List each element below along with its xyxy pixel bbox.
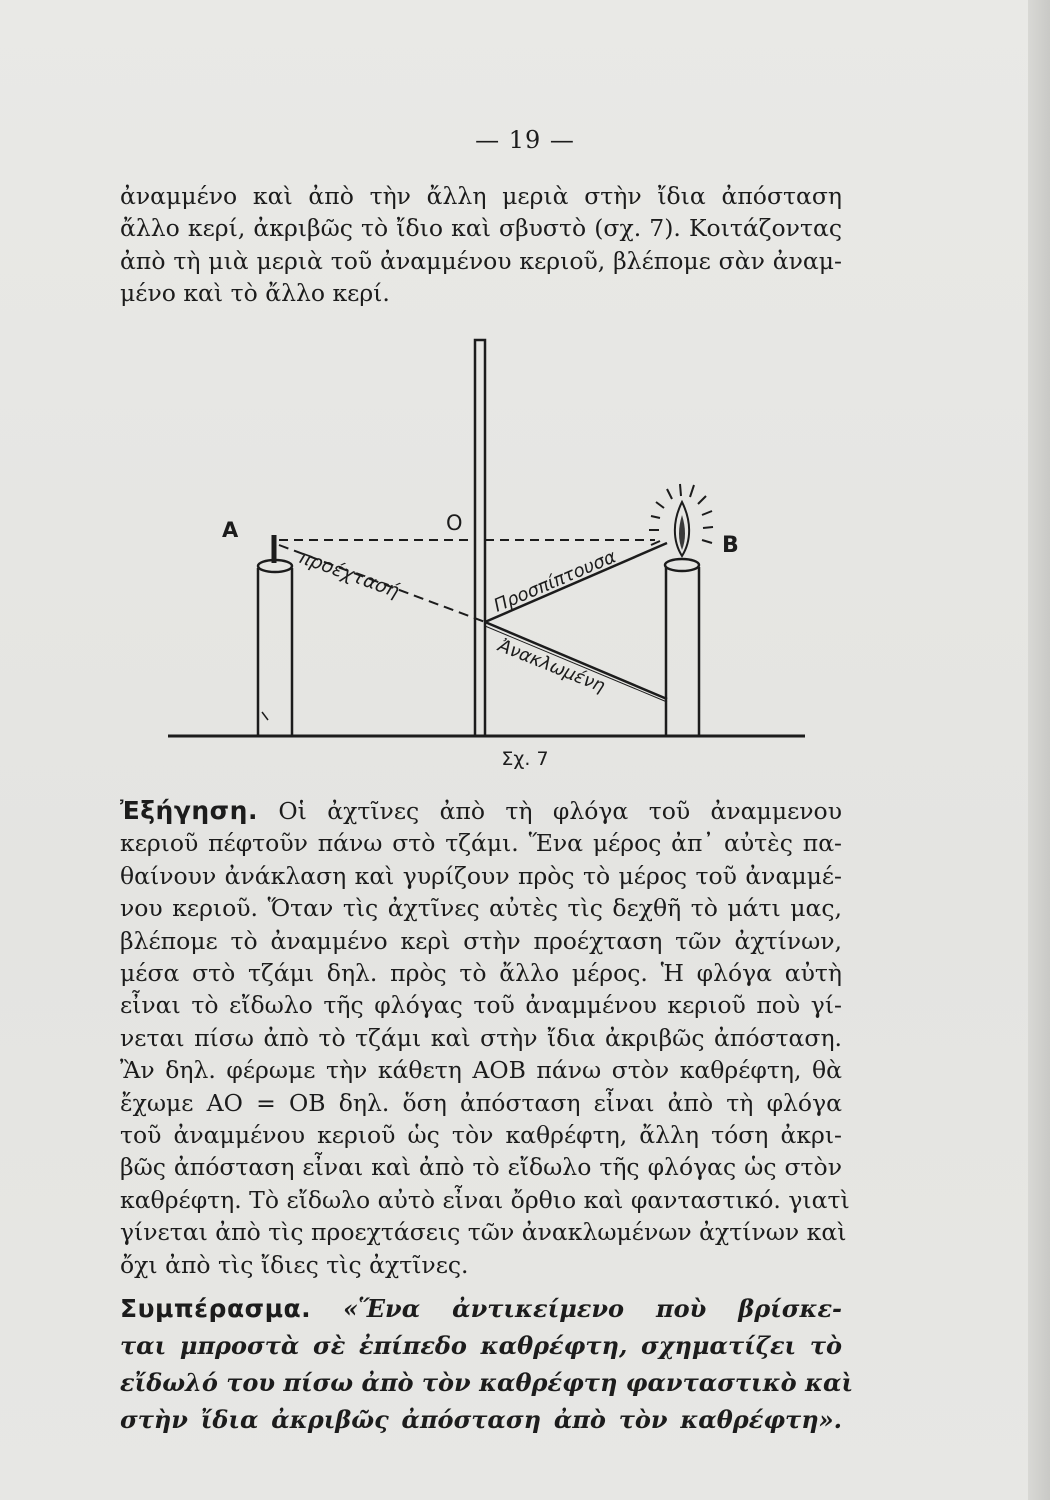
page-number: — 19 —	[475, 126, 575, 154]
text-line: βλέπομε τὸ ἀναμμένο κερὶ στὴν προέχταση τῶν ἀχτίνων,	[120, 926, 842, 955]
label-a: A	[222, 518, 239, 542]
text-line: νου κεριοῦ. Ὅταν τὶς ἀχτῖνες αὐτὲς τὶς δεχθῆ τὸ μάτι μας,	[120, 894, 842, 923]
lit-candle	[665, 559, 699, 736]
text-line: καθρέφτη. Τὸ εἴδωλο αὐτὸ εἶναι ὄρθιο καὶ φανταστικό. γιατὶ	[120, 1185, 850, 1214]
label-b: B	[722, 533, 739, 558]
text-line: κεριοῦ πέφτοῦν πάνω στὸ τζάμι. Ἕνα μέρος ἀπ᾽ αὐτὲς πα-	[120, 829, 842, 858]
text-line: γίνεται ἀπὸ τὶς προεχτάσεις τῶν ἀνακλωμένων ἀχτίνων καὶ	[120, 1218, 847, 1247]
conclusion-heading: Συμπέρασμα.	[120, 1294, 312, 1323]
explanation-heading: Ἐξήγηση.	[120, 796, 258, 825]
label-incident: Προσπίπτουσα	[490, 546, 620, 617]
text-line	[120, 1290, 842, 1327]
text-line: θαίνουν ἀνάκλαση καὶ γυρίζουν πρὸς τὸ μέρος τοῦ ἀναμμέ-	[120, 861, 842, 890]
text-line: νεται πίσω ἀπὸ τὸ τζάμι καὶ στὴν ἴδια ἀκριβῶς ἀπόσταση.	[120, 1023, 842, 1052]
flame-icon	[649, 484, 713, 556]
mirror-glass	[475, 340, 485, 736]
label-extension: προέχτασή	[296, 546, 403, 603]
text-line: ἀναμμένο καὶ ἀπὸ τὴν ἄλλη μεριὰ στὴν ἴδια ἀπόσταση	[120, 182, 842, 210]
text-line: ἔχωμε ΑΟ = ΟΒ δηλ. ὅση ἀπόσταση εἶναι ἀπὸ τὴ φλόγα	[120, 1088, 842, 1117]
text-line: Ἂν δηλ. φέρωμε τὴν κάθετη ΑΟΒ πάνω στὸν καθρέφτη, θὰ	[120, 1056, 842, 1085]
text-line: μέσα στὸ τζάμι δηλ. πρὸς τὸ ἄλλο μέρος. Ἡ φλόγα αὐτὴ	[120, 959, 842, 988]
text-line: ἀπὸ τὴ μιὰ μεριὰ τοῦ ἀναμμένου κεριοῦ, βλέπομε σὰν ἀναμ-	[120, 246, 842, 275]
text-line: εἴδωλό του πίσω ἀπὸ τὸν καθρέφτη φανταστικὸ καὶ	[120, 1368, 854, 1397]
text-line: ἄλλο κερί, ἀκριβῶς τὸ ἴδιο καὶ σβυστὸ (σχ. 7). Κοιτάζοντας	[120, 214, 842, 243]
label-o: O	[446, 511, 463, 535]
unlit-candle	[258, 535, 292, 736]
text-line-rest: Οἱ ἀχτῖνες ἀπὸ τὴ φλόγα τοῦ ἀναμμενου	[278, 797, 842, 825]
text-line: ται μπροστὰ σὲ ἐπίπεδο καθρέφτη, σχηματίζει τὸ	[120, 1331, 842, 1360]
figure-caption: Σχ. 7	[501, 748, 549, 770]
text-line	[120, 795, 842, 827]
explanation-paragraph	[120, 795, 850, 1281]
label-reflected: Ἀνακλωμένη	[495, 635, 608, 698]
text-line: μένο καὶ τὸ ἄλλο κερί.	[120, 279, 390, 308]
conclusion-paragraph	[120, 1290, 854, 1438]
text-line: ὄχι ἀπὸ τὶς ἴδιες τὶς ἀχτῖνες.	[120, 1250, 469, 1279]
text-line: εἶναι τὸ εἴδωλο τῆς φλόγας τοῦ ἀναμμένου κεριοῦ ποὺ γί-	[120, 991, 842, 1020]
text-line: στὴν ἴδια ἀκριβῶς ἀπόσταση ἀπὸ τὸν καθρέφτη».	[120, 1405, 842, 1434]
text-line: τοῦ ἀναμμένου κεριοῦ ὡς τὸν καθρέφτη, ἄλλη τόση ἀκρι-	[120, 1121, 842, 1150]
text-line-rest: «Ἕνα ἀντικείμενο ποὺ βρίσκε-	[343, 1294, 843, 1323]
text-line: βῶς ἀπόσταση εἶναι καὶ ἀπὸ τὸ εἴδωλο τῆς φλόγας ὡς στὸν	[120, 1153, 842, 1182]
